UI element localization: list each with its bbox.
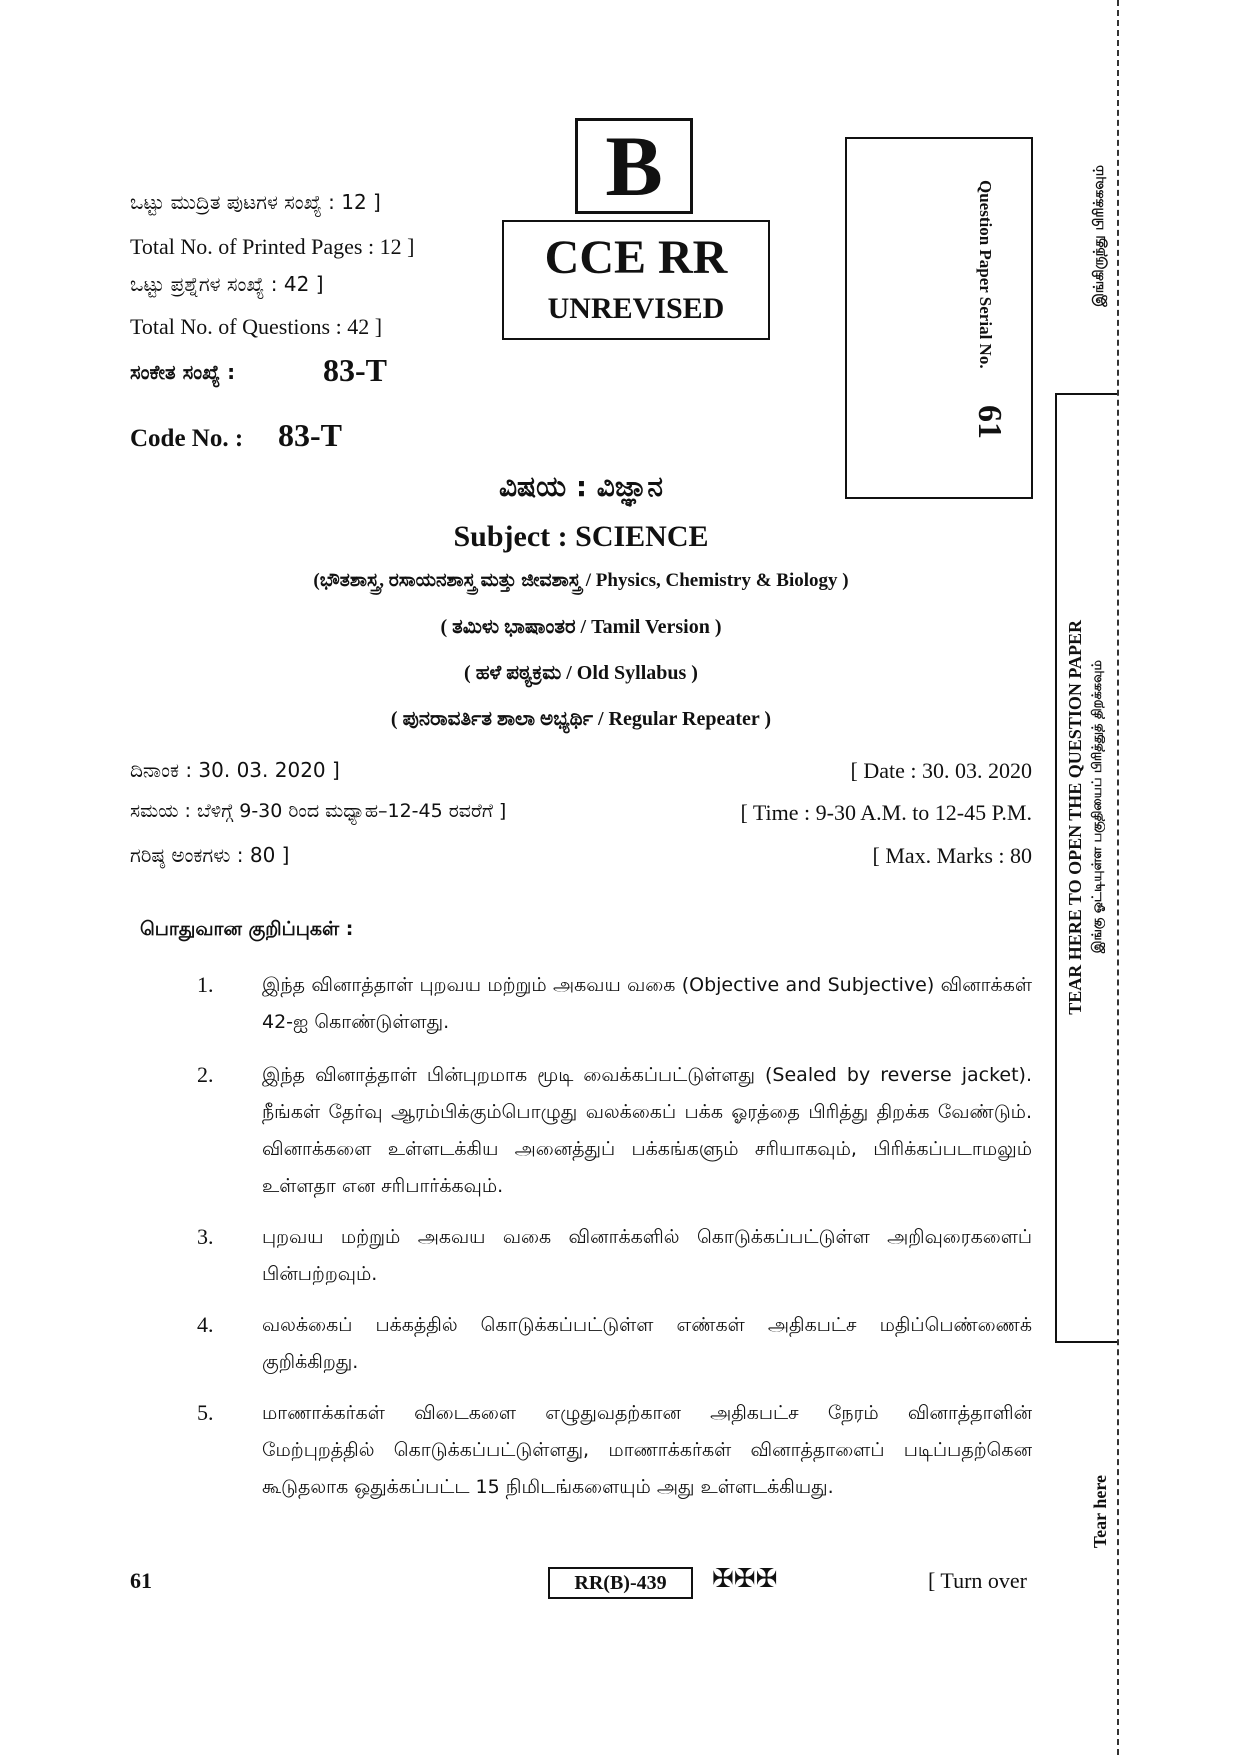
marks-row: [130, 843, 1032, 869]
instruction-text: மாணாக்கர்கள் விடைகளை எழுதுவதற்கான அதிகபட்ச நேரம் வினாத்தாளின் மேற்புறத்தில் கொடுக்கப்பட்டுள்ளது, மாணாக்கர்கள் வினாத்தாளைப் படிப்பதற்கென கூடுதலாக ஒதுக்கப்பட்ட 15 நிமிடங்களையும் அது உள்ளடக்கியது.: [262, 1402, 1032, 1498]
kn-subject: ವಿಷಯ : ವಿಜ್ಞಾನ: [498, 470, 663, 503]
turn-over: [ Turn over: [928, 1568, 1028, 1593]
printed-pages: Total No. of Printed Pages : 12 ]: [130, 234, 415, 259]
kn-code-label: ಸಂಕೇತ ಸಂಖ್ಯೆ :: [130, 360, 236, 384]
date-row: [130, 758, 1032, 784]
kn-code-value: 83-T: [323, 352, 387, 388]
ornament: ✠✠✠: [712, 1564, 778, 1594]
page-number: 61: [130, 1568, 152, 1593]
subject-syllabus: ( ಹಳೆ ಪಠ್ಯಕ್ರಮ / Old Syllabus ): [464, 662, 698, 684]
serial-box: [845, 137, 1033, 499]
subject-branches: (ಭೌತಶಾಸ್ತ್ರ, ರಸಾಯನಶಾಸ್ತ್ರ ಮತ್ತು ಜೀವಶಾಸ್ತ್ರ / Physics, Chemistry & Biology ): [313, 570, 849, 591]
serial-number: 61: [971, 405, 1008, 439]
version-letter: B: [605, 118, 663, 214]
tear-instruction-tamil: இங்கு ஓட்டியுள்ள பகுதியைப் பிரித்துத் திறக்கவும்: [1090, 660, 1105, 954]
instruction-number: 1.: [197, 972, 214, 997]
exam-date: [ Date : 30. 03. 2020: [850, 758, 1032, 783]
subject-version: ( ತಮಿಳು ಭಾಷಾಂತರ / Tamil Version ): [440, 616, 722, 638]
notes-heading: பொதுவான குறிப்புகள் :: [140, 918, 354, 940]
instruction-text: இந்த வினாத்தாள் புறவய மற்றும் அகவய வகை (Objective and Subjective) வினாக்கள் 42-ஐ கொண்டுள்ளது.: [262, 974, 1032, 1033]
version-letter-box: [575, 118, 693, 214]
instruction-number: 4.: [197, 1312, 214, 1337]
kn-questions: ಒಟ್ಟು ಪ್ರಶ್ನೆಗಳ ಸಂಖ್ಯೆ : 42 ]: [130, 272, 324, 296]
side-top-tamil: இங்கிருந்து பிரிக்கவும்: [1091, 165, 1107, 307]
paper-code-box: [548, 1567, 693, 1599]
total-questions: Total No. of Questions : 42 ]: [130, 314, 383, 339]
subject-title: Subject : SCIENCE: [453, 520, 709, 553]
instruction-text: புறவய மற்றும் அகவய வகை வினாக்களில் கொடுக்கப்பட்டுள்ள அறிவுரைகளைப் பின்பற்றவும்.: [262, 1226, 1032, 1285]
instruction-text: வலக்கைப் பக்கத்தில் கொடுக்கப்பட்டுள்ள எண்கள் அதிகபட்ச மதிப்பெண்ணைக் குறிக்கிறது.: [262, 1314, 1032, 1373]
kn-date: ದಿನಾಂಕ : 30. 03. 2020 ]: [130, 758, 340, 782]
code-value: 83-T: [278, 417, 342, 453]
cce-title: CCE RR: [544, 231, 728, 284]
tear-here-label: Tear here: [1090, 1475, 1110, 1549]
instruction-number: 2.: [197, 1062, 214, 1087]
serial-label: Question Paper Serial No.: [976, 180, 995, 369]
kn-printed-pages: ಒಟ್ಟು ಮುದ್ರಿತ ಪುಟಗಳ ಸಂಖ್ಯೆ : 12 ]: [130, 190, 381, 214]
instruction-number: 5.: [197, 1400, 214, 1425]
unrevised-label: UNREVISED: [547, 292, 725, 325]
tear-instruction: TEAR HERE TO OPEN THE QUESTION PAPER: [1065, 620, 1085, 1015]
tear-line: [1117, 0, 1119, 1755]
kn-marks: ಗರಿಷ್ಠ ಅಂಕಗಳು : 80 ]: [130, 843, 290, 867]
subject-candidate: ( ಪುನರಾವರ್ತಿತ ಶಾಲಾ ಅಭ್ಯರ್ಥಿ / Regular Repeater ): [390, 708, 772, 730]
cce-box: [502, 220, 770, 340]
instruction-number: 3.: [197, 1224, 214, 1249]
max-marks: [ Max. Marks : 80: [872, 843, 1032, 868]
kn-time: ಸಮಯ : ಬೆಳಿಗ್ಗೆ 9-30 ರಿಂದ ಮಧ್ಯಾಹ–12-45 ರವರೆಗೆ ]: [130, 800, 507, 822]
exam-time: [ Time : 9-30 A.M. to 12-45 P.M.: [740, 800, 1032, 825]
paper-code: RR(B)-439: [574, 1571, 667, 1594]
instruction-text: இந்த வினாத்தாள் பின்புறமாக மூடி வைக்கப்பட்டுள்ளது (Sealed by reverse jacket). நீங்கள் தேர்வு ஆரம்பிக்கும்பொழுது வலக்கைப் பக்க ஓரத்தை பிரித்து திறக்க வேண்டும். வினாக்களை உள்ளடக்கிய அனைத்துப் பக்கங்களும் சரியாகவும், பிரிக்கப்படாமலும் உள்ளதா என சரிபார்க்கவும்.: [262, 1064, 1032, 1197]
time-row: [130, 800, 1032, 826]
code-label: Code No. :: [130, 425, 244, 452]
